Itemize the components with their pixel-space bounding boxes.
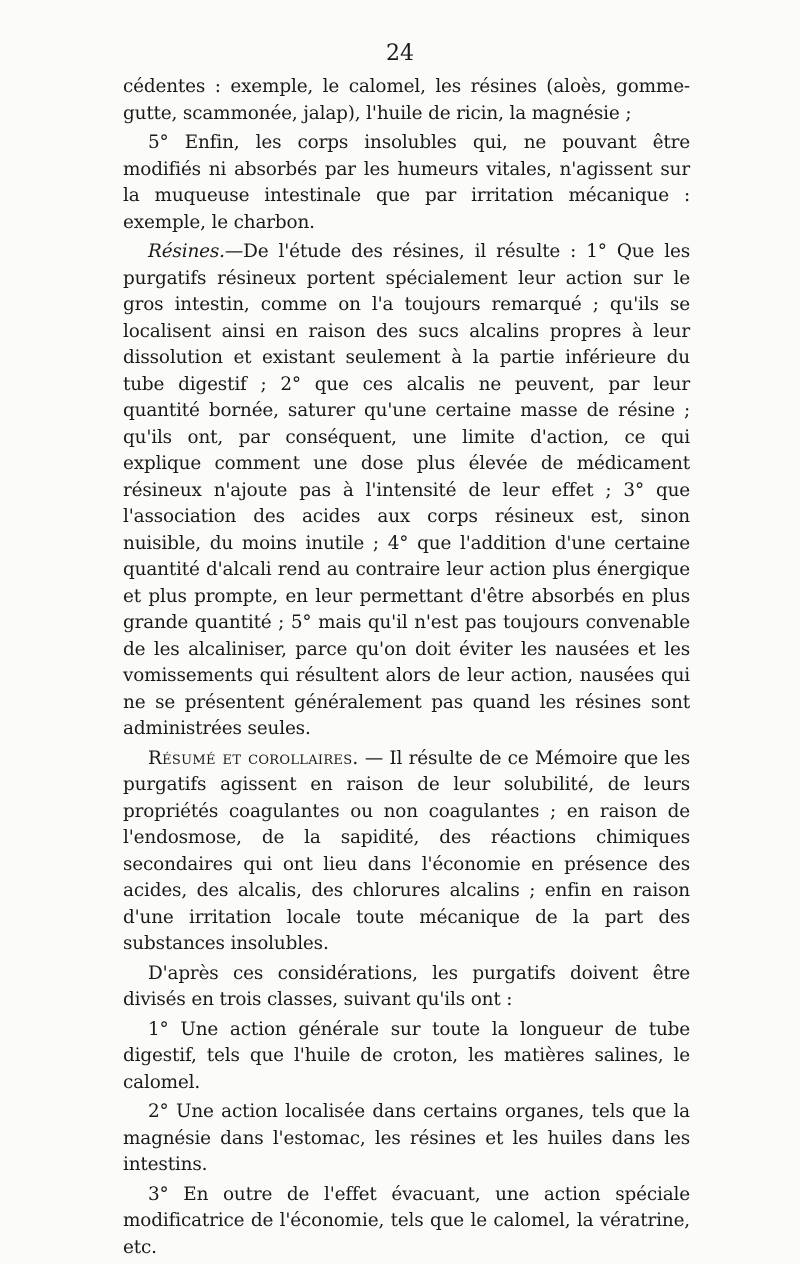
section-lead-resines: Résines. [148,241,225,262]
paragraph-class-3 [123,1182,690,1262]
paragraph-item-5 [123,130,690,236]
paragraph-text: 5° Enfin, les corps insolubles qui, ne pouvant être modifiés ni absorbés par les humeurs vitales, n'agissent sur la muqueuse intestinale que par irritation mécanique : exemple, le charbon. [123,132,690,233]
paragraph-text: cédentes : exemple, le calomel, les résines (aloès, gomme-gutte, scammonée, jalap), l'huile de ricin, la magnésie ; [123,76,690,124]
paragraph-resume [123,746,690,958]
paragraph-text: — Il résulte de ce Mémoire que les purgatifs agissent en raison de leur solubilité, de leurs propriétés coagulantes ou non coagulantes ; en raison de l'endosmose, de la sapidité, des réactions chimiques secondaires qui ont lieu dans l'économie en présence des acides, des alcalis, des chlorures alcalins ; enfin en raison d'une irritation locale toute mécanique de la part des substances insolubles. [123,747,690,954]
paragraph-class-2 [123,1099,690,1179]
page-number: 24 [386,41,414,66]
section-lead-resume: Résumé et corollaires. [148,747,359,769]
paragraph-classes [123,961,690,1014]
body-text [123,74,690,1264]
paragraph-text: 2° Une action localisée dans certains organes, tels que la magnésie dans l'estomac, les résines et les huiles dans les intestins. [123,1101,690,1175]
paragraph-class-1 [123,1017,690,1097]
paragraph-resines [123,239,690,743]
paragraph-continuation [123,74,690,127]
paragraph-text: 1° Une action générale sur toute la longueur de tube digestif, tels que l'huile de croton, les matières salines, le calomel. [123,1018,690,1093]
paragraph-text: D'après ces considérations, les purgatifs doivent être divisés en trois classes, suivant qu'ils ont : [123,962,690,1010]
paragraph-text: —De l'étude des résines, il résulte : 1° Que les purgatifs résineux portent spécialement leur action sur le gros intestin, comme on l'a toujours remarqué ; qu'ils se localisent ainsi en raison des sucs alcalins propres à leur dissolution et existant seulement à la partie inférieure du tube digestif ; 2° que ces alcalis ne peuvent, par leur quantité bornée, saturer qu'une certaine masse de résine ; qu'ils ont, par conséquent, une limite d'action, ce qui explique comment une dose plus élevée de médicament résineux n'ajoute pas à l'intensité de leur effet ; 3° que l'association des acides aux corps résineux est, sinon nuisible, du moins inutile ; 4° que l'addition d'une certaine quantité d'alcali rend au contraire leur action plus énergique et plus prompte, en leur permettant d'être absorbés en plus grande quantité ; 5° mais qu'il n'est pas toujours convenable de les alcaliniser, parce qu'on doit éviter les nausées et les vomissements qui résultent alors de leur action, nausées qui ne se présentent généralement pas quand les résines sont administrées seules. [123,241,690,739]
paragraph-text: 3° En outre de l'effet évacuant, une action spéciale modificatrice de l'économie, tels que le calomel, la vératrine, etc. [123,1183,690,1258]
